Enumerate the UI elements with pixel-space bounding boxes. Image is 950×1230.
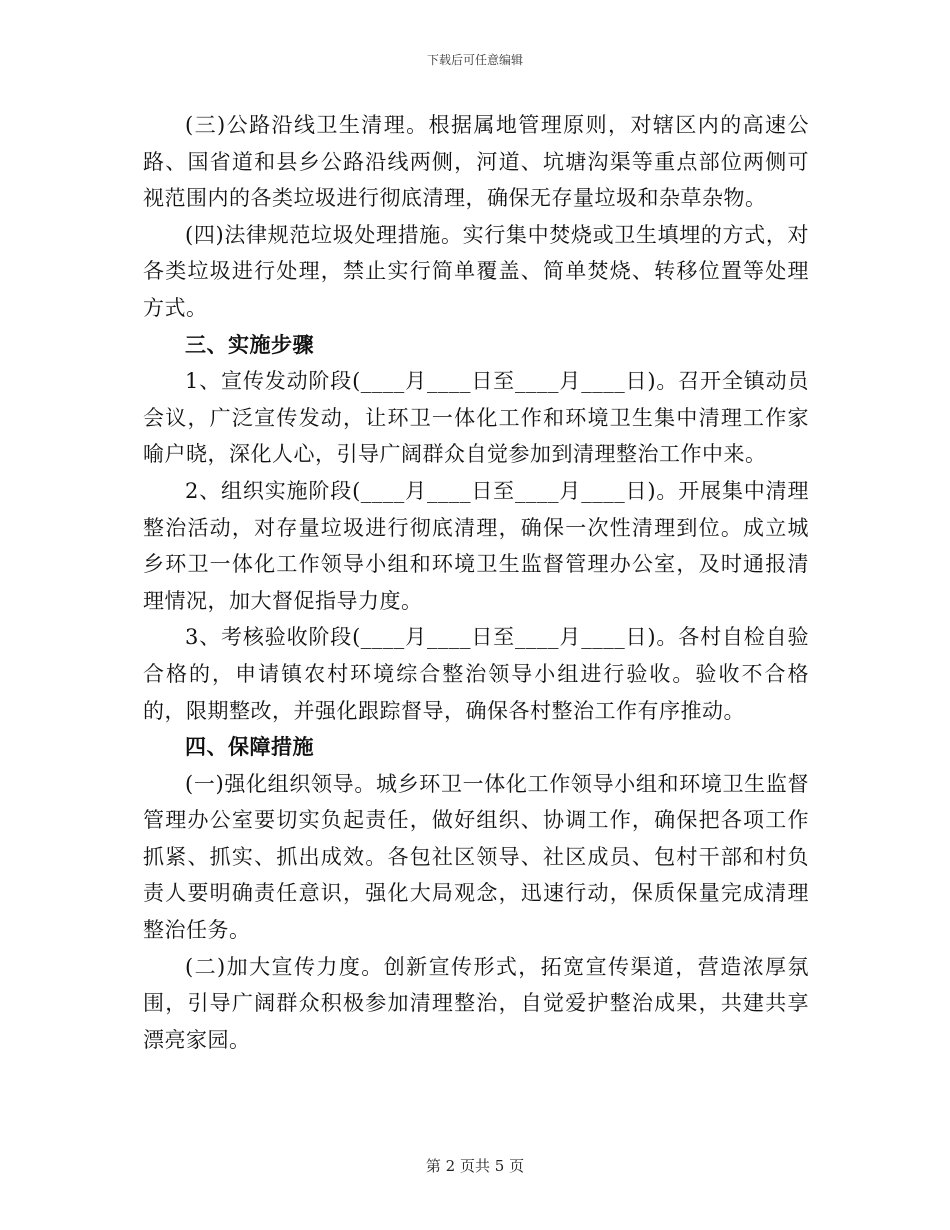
paragraph-garbage-treatment: (四)法律规范垃圾处理措施。实行集中焚烧或卫生填埋的方式，对各类垃圾进行处理，禁止实行简单覆盖、简单焚烧、转移位置等处理方式。 xyxy=(143,222,809,320)
paragraph-stage-implementation: 2、组织实施阶段(____月____日至____月____日)。开展集中清理整治活动，对存量垃圾进行彻底清理，确保一次性清理到位。成立城乡环卫一体化工作领导小组和环境卫生监督管理办公室，及时通报清理情况，加大督促指导力度。 xyxy=(143,478,809,613)
document-body xyxy=(143,107,809,1058)
paragraph-organization-leadership: (一)强化组织领导。城乡环卫一体化工作领导小组和环境卫生监督管理办公室要切实负起责任，做好组织、协调工作，确保把各项工作抓紧、抓实、抓出成效。各包社区领导、社区成员、包村干部和村负责人要明确责任意识，强化大局观念，迅速行动，保质保量完成清理整治任务。 xyxy=(143,771,809,943)
section-heading-safeguard-measures: 四、保障措施 xyxy=(185,734,314,760)
section-heading-implementation-steps: 三、实施步骤 xyxy=(185,331,314,357)
paragraph-stage-publicity: 1、宣传发动阶段(____月____日至____月____日)。召开全镇动员会议，广泛宣传发动，让环卫一体化工作和环境卫生集中清理工作家喻户晓，深化人心，引导广阔群众自觉参加到清理整治工作中来。 xyxy=(143,369,809,467)
paragraph-publicity-efforts: (二)加大宣传力度。创新宣传形式，拓宽宣传渠道，营造浓厚氛围，引导广阔群众积极参加清理整治，自觉爱护整治成果，共建共享漂亮家园。 xyxy=(143,954,809,1052)
paragraph-highway-cleanup: (三)公路沿线卫生清理。根据属地管理原则，对辖区内的高速公路、国省道和县乡公路沿线两侧，河道、坑塘沟渠等重点部位两侧可视范围内的各类垃圾进行彻底清理，确保无存量垃圾和杂草杂物。 xyxy=(143,113,809,211)
page-header: 下载后可任意编辑 xyxy=(426,53,523,67)
page-footer: 第 2 页共 5 页 xyxy=(425,1157,525,1175)
paragraph-stage-acceptance: 3、考核验收阶段(____月____日至____月____日)。各村自检自验合格的，申请镇农村环境综合整治领导小组进行验收。验收不合格的，限期整改，并强化跟踪督导，确保各村整治工作有序推动。 xyxy=(143,625,809,723)
